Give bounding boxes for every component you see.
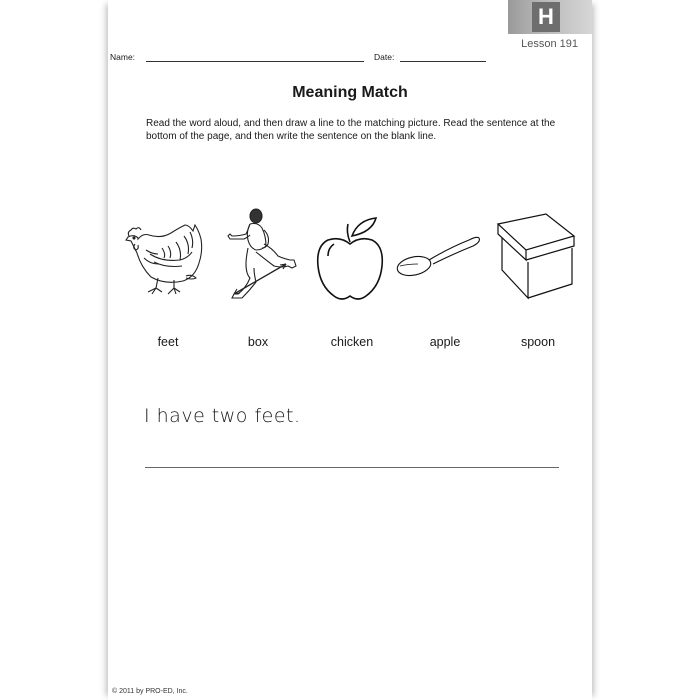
running-man-feet-icon <box>220 206 304 304</box>
name-label: Name: <box>110 52 136 62</box>
chicken-icon <box>124 214 208 296</box>
word-feet[interactable]: feet <box>157 335 179 349</box>
word-spoon[interactable]: spoon <box>520 335 556 349</box>
level-letter: H <box>532 2 560 32</box>
page-title: Meaning Match <box>292 84 408 101</box>
word-box[interactable]: box <box>247 335 269 349</box>
lesson-number: Lesson 191 <box>521 38 578 50</box>
name-line[interactable] <box>146 61 364 62</box>
level-tab <box>508 0 592 34</box>
box-icon <box>496 212 580 300</box>
spoon-icon <box>394 232 484 280</box>
writing-line[interactable] <box>145 467 559 468</box>
instructions: Read the word aloud, and then draw a line to the matching picture. Read the sentence at the bottom of the page, and then write the sentence on the blank line. <box>146 118 556 142</box>
apple-icon <box>316 216 384 300</box>
word-chicken[interactable]: chicken <box>330 335 374 349</box>
worksheet-page <box>108 0 592 700</box>
date-label: Date: <box>374 52 395 62</box>
word-apple[interactable]: apple <box>429 335 461 349</box>
practice-sentence: I have two feet. <box>144 405 301 427</box>
copyright-notice: © 2011 by PRO-ED, Inc. <box>112 688 188 695</box>
date-line[interactable] <box>400 61 486 62</box>
